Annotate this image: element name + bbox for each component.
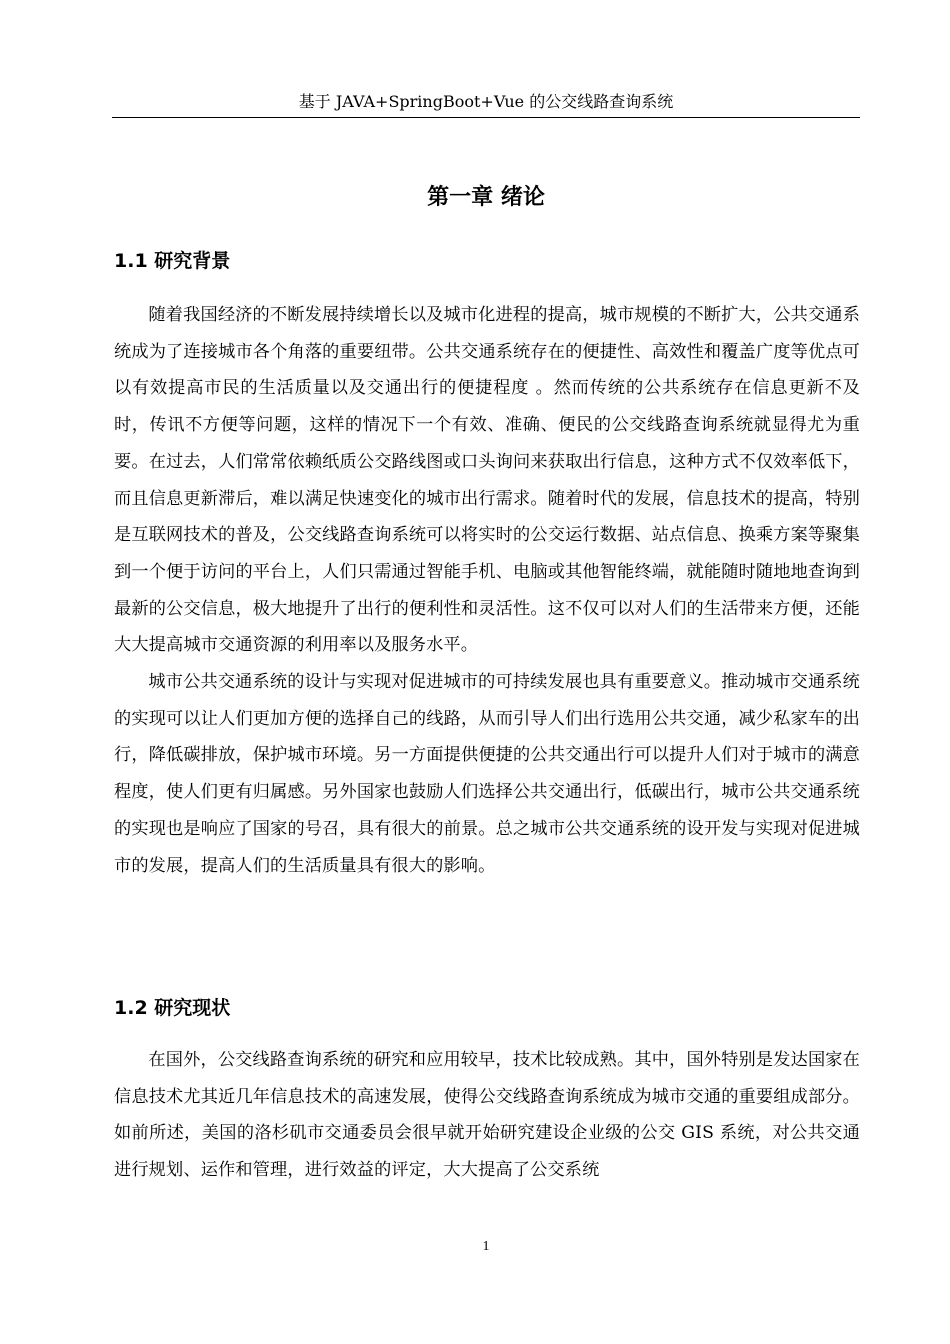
section-body-1-1 <box>114 297 860 884</box>
header-rule <box>112 117 860 118</box>
paragraph: 城市公共交通系统的设计与实现对促进城市的可持续发展也具有重要意义。推动城市交通系统的实现可以让人们更加方便的选择自己的线路，从而引导人们出行选用公共交通，减少私家车的出行，降低碳排放，保护城市环境。另一方面提供便捷的公共交通出行可以提升人们对于城市的满意程度，使人们更有归属感。另外国家也鼓励人们选择公共交通出行，低碳出行，城市公共交通系统的实现也是响应了国家的号召，具有很大的前景。总之城市公共交通系统的设开发与实现对促进城市的发展，提高人们的生活质量具有很大的影响。 <box>114 672 860 876</box>
chapter-title: 第一章 绪论 <box>427 185 545 210</box>
paragraph: 随着我国经济的不断发展持续增长以及城市化进程的提高，城市规模的不断扩大，公共交通系统成为了连接城市各个角落的重要纽带。公共交通系统存在的便捷性、高效性和覆盖广度等优点可以有效提高市民的生活质量以及交通出行的便捷程度 。然而传统的公共系统存在信息更新不及时，传讯不方便等问题，这样的情况下一个有效、准确、便民的公交线路查询系统就显得尤为重要。在过去，人们常常依赖纸质公交路线图或口头询问来获取出行信息，这种方式不仅效率低下，而且信息更新滞后，难以满足快速变化的城市出行需求。随着时代的发展，信息技术的提高，特别是互联网技术的普及，公交线路查询系统可以将实时的公交运行数据、站点信息、换乘方案等聚集到一个便于访问的平台上，人们只需通过智能手机、电脑或其他智能终端，就能随时随地地查询到最新的公交信息，极大地提升了出行的便利性和灵活性。这不仅可以对人们的生活带来方便，还能大大提高城市交通资源的利用率以及服务水平。 <box>114 305 860 656</box>
section-heading-1-2: 1.2 研究现状 <box>114 997 231 1019</box>
section-body-1-2 <box>114 1042 860 1189</box>
running-header: 基于 JAVA+SpringBoot+Vue 的公交线路查询系统 <box>298 92 674 111</box>
page-number: 1 <box>482 1239 490 1254</box>
section-heading-1-1: 1.1 研究背景 <box>114 250 231 272</box>
paragraph: 在国外，公交线路查询系统的研究和应用较早，技术比较成熟。其中，国外特别是发达国家在信息技术尤其近几年信息技术的高速发展，使得公交线路查询系统成为城市交通的重要组成部分。如前所述，美国的洛杉矶市交通委员会很早就开始研究建设企业级的公交 GIS 系统，对公共交通进行规划、运作和管理，进行效益的评定，大大提高了公交系统 <box>114 1050 860 1181</box>
